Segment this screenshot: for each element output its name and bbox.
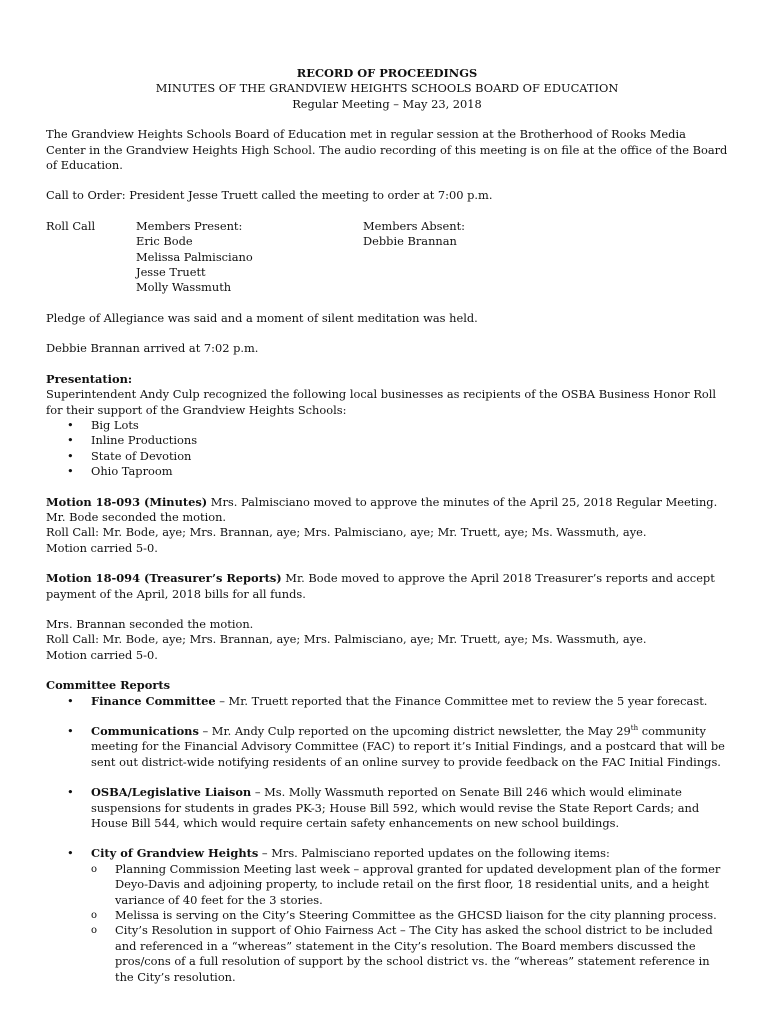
motion-second: Mrs. Brannan seconded the motion. [46, 616, 254, 631]
member-name: Melissa Palmisciano [136, 249, 253, 264]
communications-report [67, 724, 728, 770]
meeting-date: Regular Meeting – May 23, 2018 [292, 96, 482, 111]
intro-paragraph: The Grandview Heights Schools Board of Education met in regular session at the Brotherhood of Rooks Media Center in the Grandview Heights High School. The audio recording of this meeting is on file at the office of the Board of Education. [46, 127, 728, 173]
city-report [67, 846, 728, 861]
list-item: • Ohio Taproom [67, 464, 728, 479]
list-item: o City’s Resolution in support of Ohio Fairness Act – The City has asked the school district to be included and referenced in a “whereas” statement in the City’s resolution. The Board members discussed the pros/cons of a full resolution of support by the school district vs. the “whereas” statement reference in the City’s resolution. [91, 923, 728, 985]
minutes-document [46, 66, 728, 985]
city-items-list [46, 862, 728, 985]
report-label: OSBA/Legislative Liaison [91, 785, 252, 800]
spacer [67, 770, 728, 785]
presentation-text: Superintendent Andy Culp recognized the following local businesses as recipients of the OSBA Business Honor Roll for their support of the Grandview Heights Schools: [46, 387, 717, 417]
list-item: o Planning Commission Meeting last week – approval granted for updated development plan of the former Deyo-Davis and adjoining property, to include retail on the first floor, 18 residential units, and a height variance of 40 feet for the 3 stories. [91, 862, 728, 908]
report-text: – Mrs. Palmisciano reported updates on the following items: [258, 846, 610, 861]
report-text: – Mr. Truett reported that the Finance Committee met to review the 5 year forecast. [215, 693, 708, 708]
members-present [136, 219, 363, 296]
member-name: Jesse Truett [136, 265, 206, 280]
finance-report [67, 694, 728, 709]
page-subtitle: MINUTES OF THE GRANDVIEW HEIGHTS SCHOOLS BOARD OF EDUCATION [155, 81, 619, 96]
committee-list [46, 694, 728, 862]
member-name: Eric Bode [136, 234, 193, 249]
roll-call-section [46, 219, 728, 296]
report-text: community meeting for the Financial Advisory Committee (FAC) to report it’s Initial Findings, and a postcard that will be sent out district-wide notifying residents of an online survey to provide feedback on the FAC Initial Findings. [91, 724, 725, 769]
spacer [67, 709, 728, 724]
member-name: Molly Wassmuth [136, 280, 232, 295]
motion-roll-call: Roll Call: Mr. Bode, aye; Mrs. Brannan, aye; Mrs. Palmisciano, aye; Mr. Truett, aye; Ms. Wassmuth, aye. [46, 525, 647, 540]
members-absent-heading: Members Absent: [363, 218, 466, 233]
motion-result: Motion carried 5-0. [46, 647, 158, 662]
members-absent [363, 219, 465, 296]
ordinal-suffix: th [630, 724, 639, 733]
member-name: Debbie Brannan [363, 234, 457, 249]
report-label: Finance Committee [91, 693, 216, 708]
spacer [67, 831, 728, 846]
motion-text: Mrs. Palmisciano moved to approve the minutes of the April 25, 2018 Regular Meeting. [207, 494, 718, 509]
list-item: o Melissa is serving on the City’s Steering Committee as the GHCSD liaison for the city planning process. [91, 908, 728, 923]
roll-call-label: Roll Call [46, 218, 96, 233]
motion-text: Mr. Bode moved to approve the April 2018 Treasurer’s reports and accept payment of the April, 2018 bills for all funds. [46, 571, 715, 601]
list-item: • Big Lots [67, 418, 728, 433]
motion-roll-call: Roll Call: Mr. Bode, aye; Mrs. Brannan, aye; Mrs. Palmisciano, aye; Mr. Truett, aye; Ms. Wassmuth, aye. [46, 632, 647, 647]
pledge-paragraph: Pledge of Allegiance was said and a moment of silent meditation was held. [46, 310, 478, 325]
arrival-paragraph: Debbie Brannan arrived at 7:02 p.m. [46, 341, 259, 356]
page-title: RECORD OF PROCEEDINGS [296, 66, 478, 80]
honor-roll-list [46, 418, 728, 480]
report-label: Communications [91, 724, 199, 738]
report-text: – Ms. Molly Wassmuth reported on Senate Bill 246 which would eliminate suspensions for students in grades PK-3; House Bill 592, which would revise the State Report Cards; and House Bill 544, which would require certain safety enhancements on new school buildings. [91, 785, 700, 831]
motion-094 [46, 571, 728, 602]
list-item: • State of Devotion [67, 449, 728, 464]
report-label: City of Grandview Heights [91, 846, 259, 861]
motion-093 [46, 495, 728, 510]
call-to-order: Call to Order: President Jesse Truett called the meeting to order at 7:00 p.m. [46, 188, 493, 203]
members-present-heading: Members Present: [136, 218, 243, 233]
osba-report [67, 785, 728, 831]
motion-label: Motion 18-094 (Treasurer’s Reports) [46, 571, 282, 586]
motion-result: Motion carried 5-0. [46, 540, 158, 555]
list-item: • Inline Productions [67, 433, 728, 448]
motion-label: Motion 18-093 (Minutes) [46, 494, 208, 509]
committee-heading: Committee Reports [46, 678, 171, 693]
report-text: – Mr. Andy Culp reported on the upcoming district newsletter, the May 29 [198, 724, 631, 738]
motion-second: Mr. Bode seconded the motion. [46, 509, 227, 524]
presentation-heading: Presentation: [46, 371, 133, 386]
